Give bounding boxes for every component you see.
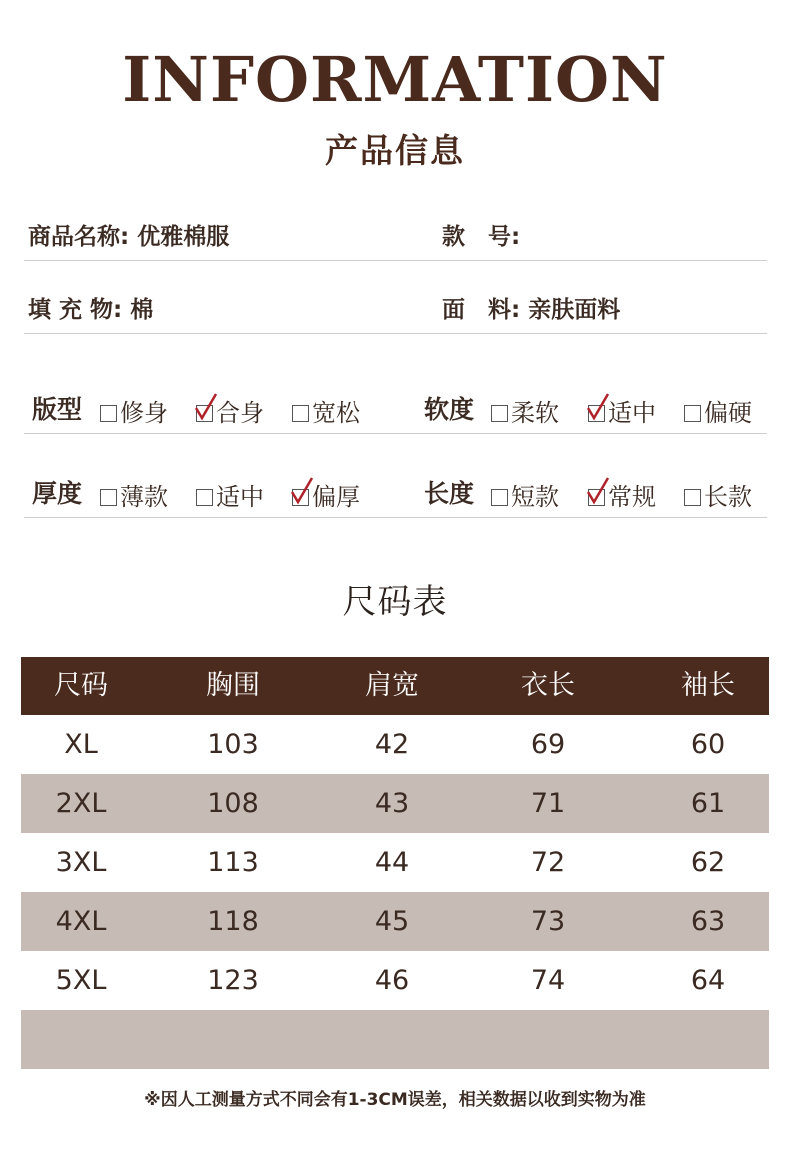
divider xyxy=(24,517,767,518)
table-cell: 4XL xyxy=(55,906,107,937)
table-cell: 43 xyxy=(374,788,410,819)
fabric-label: 面 料: xyxy=(442,297,521,323)
option-thick: 偏厚 xyxy=(292,480,360,514)
checkbox-checked-icon xyxy=(588,489,605,506)
option-short: 短款 xyxy=(491,480,559,514)
table-cell: 42 xyxy=(374,729,410,760)
header-size: 尺码 xyxy=(54,670,108,701)
checkbox-icon xyxy=(100,405,117,422)
attr-label-fit: 版型 xyxy=(32,395,83,424)
option-medium-soft: 适中 xyxy=(588,396,656,430)
table-cell: 44 xyxy=(374,847,410,878)
table-cell: 62 xyxy=(690,847,726,878)
table-cell: 60 xyxy=(690,729,726,760)
table-row xyxy=(21,833,769,892)
table-cell: 108 xyxy=(207,788,259,819)
attr-label-length: 长度 xyxy=(424,479,475,508)
table-cell: 71 xyxy=(530,788,566,819)
table-cell: 118 xyxy=(207,906,259,937)
style-no-label: 款 号: xyxy=(442,224,521,250)
fabric-field xyxy=(442,290,620,330)
option-stiff: 偏硬 xyxy=(684,396,752,430)
table-cell: 63 xyxy=(690,906,726,937)
checkbox-icon xyxy=(491,489,508,506)
table-row-empty xyxy=(21,1010,769,1069)
checkbox-icon xyxy=(684,489,701,506)
table-cell: 69 xyxy=(530,729,566,760)
table-cell: 64 xyxy=(690,965,726,996)
checkmark-icon xyxy=(585,392,613,422)
attr-label-thickness: 厚度 xyxy=(32,479,83,508)
divider xyxy=(24,433,767,434)
page-title-en: INFORMATION xyxy=(122,43,668,116)
table-cell: 73 xyxy=(530,906,566,937)
option-thin: 薄款 xyxy=(100,480,168,514)
table-cell: 2XL xyxy=(55,788,107,819)
table-row xyxy=(21,715,769,774)
table-cell: 5XL xyxy=(55,965,107,996)
table-cell: 61 xyxy=(690,788,726,819)
attr-label-softness: 软度 xyxy=(424,395,475,424)
divider xyxy=(24,260,767,261)
header-chest: 胸围 xyxy=(206,670,260,701)
checkbox-icon xyxy=(684,405,701,422)
info-row-filling xyxy=(24,290,767,334)
table-cell: 103 xyxy=(207,729,259,760)
table-cell: 74 xyxy=(530,965,566,996)
option-medium-thick: 适中 xyxy=(196,480,264,514)
header-length: 衣长 xyxy=(521,670,575,701)
attr-row-2 xyxy=(24,472,767,518)
option-loose: 宽松 xyxy=(292,396,360,430)
checkbox-icon xyxy=(292,405,309,422)
table-row xyxy=(21,774,769,833)
table-cell: XL xyxy=(64,729,98,760)
checkmark-icon xyxy=(289,476,317,506)
table-cell: 45 xyxy=(374,906,410,937)
checkbox-checked-icon xyxy=(196,405,213,422)
size-chart-title: 尺码表 xyxy=(342,582,448,622)
checkbox-icon xyxy=(100,489,117,506)
info-row-name xyxy=(24,217,767,261)
product-name-value: 优雅棉服 xyxy=(137,224,230,250)
table-row xyxy=(21,951,769,1010)
checkbox-checked-icon xyxy=(588,405,605,422)
filling-label: 填 充 物: xyxy=(28,297,123,323)
page-title-cn: 产品信息 xyxy=(325,131,465,170)
table-cell: 3XL xyxy=(55,847,107,878)
table-cell: 113 xyxy=(207,847,259,878)
table-cell: 72 xyxy=(530,847,566,878)
header-sleeve: 袖长 xyxy=(681,670,735,701)
table-row xyxy=(21,892,769,951)
checkbox-checked-icon xyxy=(292,489,309,506)
attr-row-1 xyxy=(24,388,767,434)
size-table-header xyxy=(21,657,769,715)
option-slim: 修身 xyxy=(100,396,168,430)
option-long: 长款 xyxy=(684,480,752,514)
measurement-note: ※因人工测量方式不同会有1-3CM误差，相关数据以收到实物为准 xyxy=(144,1090,646,1110)
option-regular-fit: 合身 xyxy=(196,396,264,430)
table-cell: 46 xyxy=(374,965,410,996)
option-soft: 柔软 xyxy=(491,396,559,430)
style-no-field xyxy=(442,217,520,257)
product-name-label: 商品名称: xyxy=(28,224,130,250)
checkmark-icon xyxy=(585,476,613,506)
fabric-value: 亲肤面料 xyxy=(528,297,621,323)
product-name-field xyxy=(28,217,229,257)
checkbox-icon xyxy=(491,405,508,422)
divider xyxy=(24,333,767,334)
table-cell: 123 xyxy=(207,965,259,996)
checkmark-icon xyxy=(193,392,221,422)
size-table xyxy=(21,657,769,1069)
header-shoulder: 肩宽 xyxy=(365,670,419,701)
checkbox-icon xyxy=(196,489,213,506)
filling-value: 棉 xyxy=(130,297,154,323)
option-standard-length: 常规 xyxy=(588,480,656,514)
filling-field xyxy=(28,290,153,330)
